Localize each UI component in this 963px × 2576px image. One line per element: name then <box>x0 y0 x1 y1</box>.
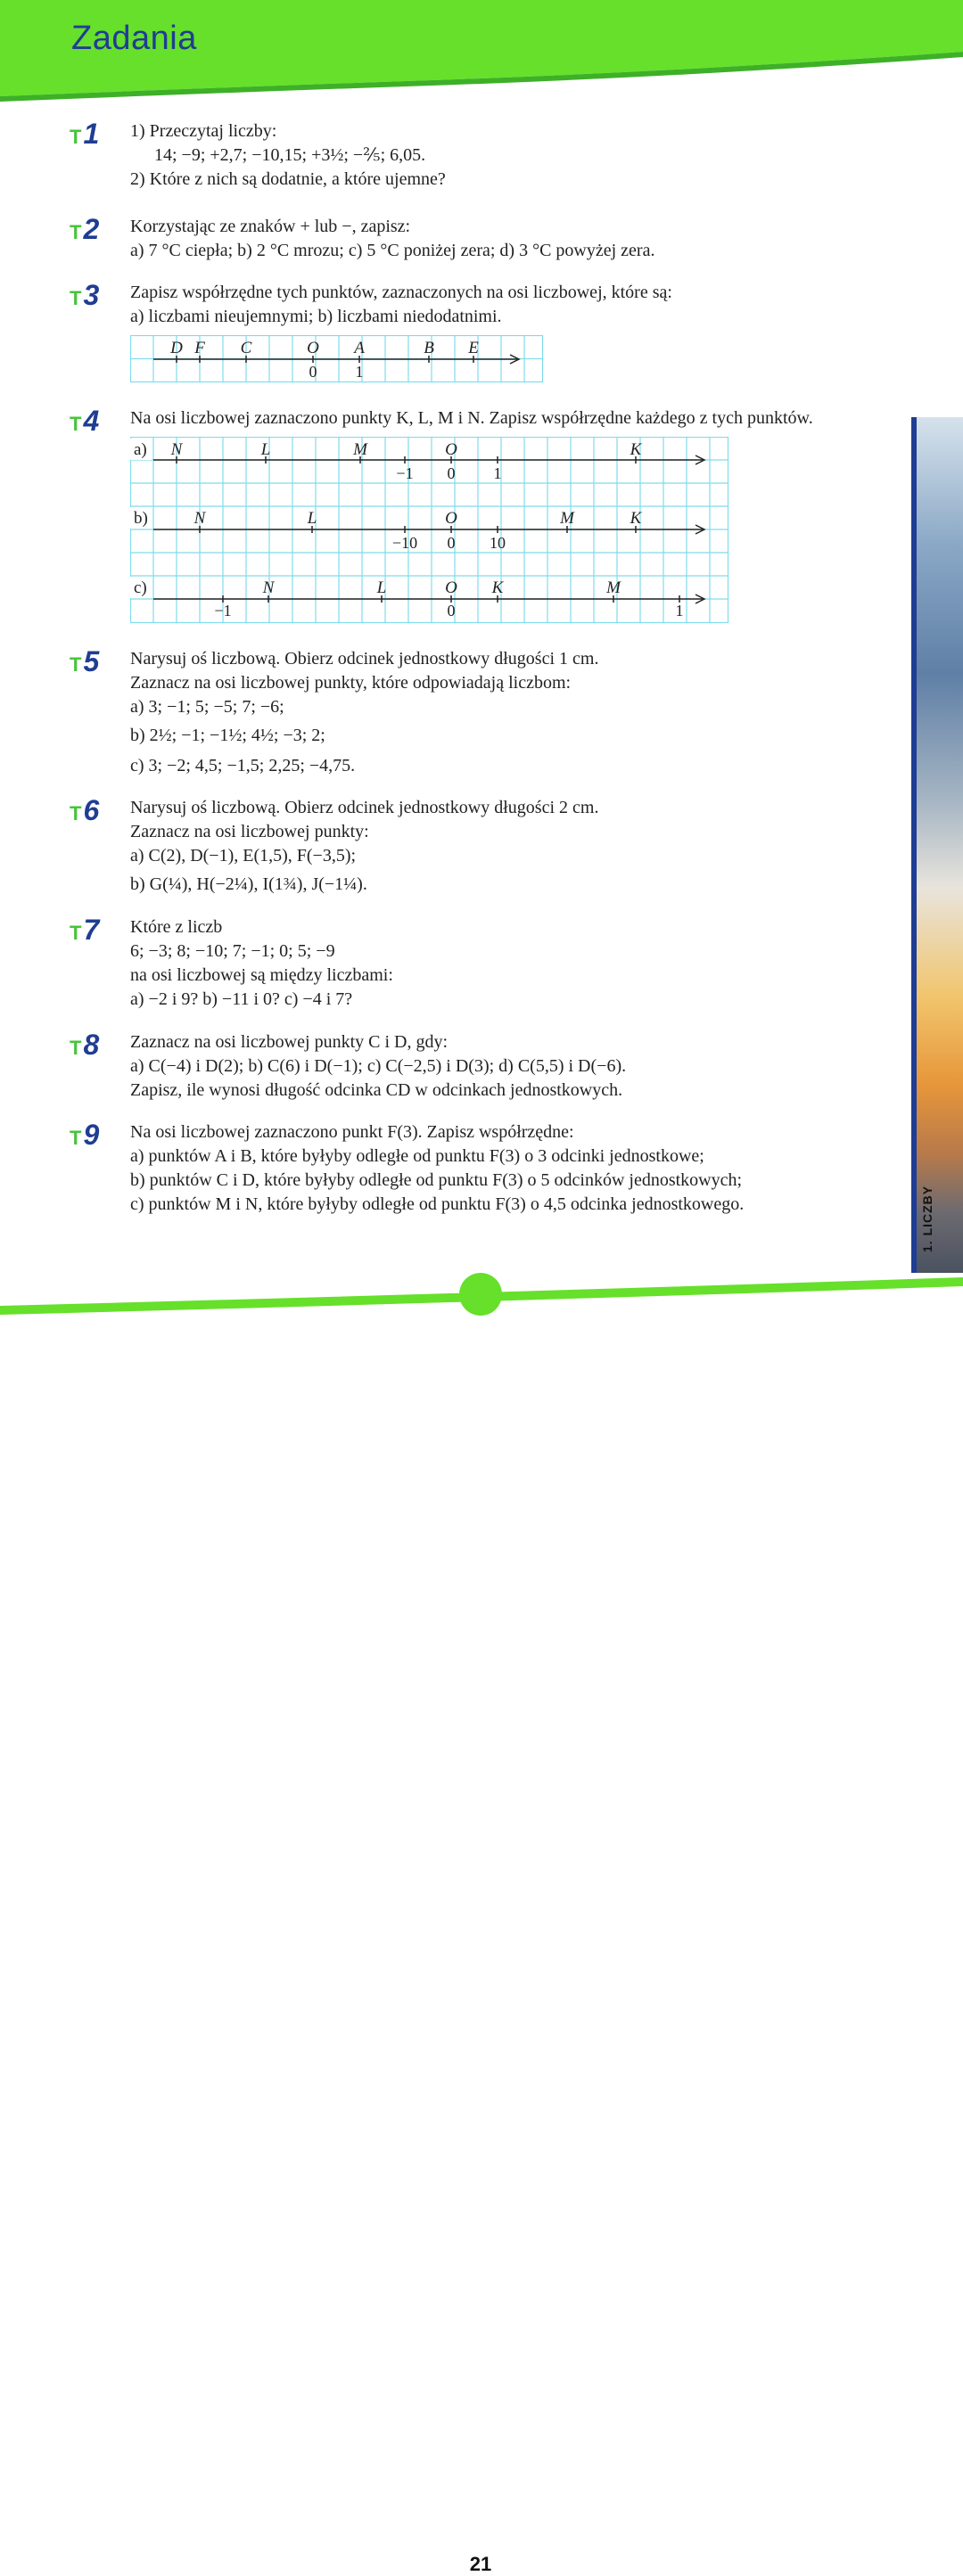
point-label: O <box>445 578 457 597</box>
task-line: b) G(¼), H(−2¼), I(1¾), J(−1¼). <box>130 874 367 894</box>
task-badge: T4 <box>70 405 100 437</box>
task-line: Zapisz, ile wynosi długość odcinka CD w odcinkach jednostkowych. <box>130 1080 623 1100</box>
task-line: a) C(2), D(−1), E(1,5), F(−3,5); <box>130 846 357 866</box>
point-label: A <box>354 339 365 357</box>
point-label: C <box>240 339 252 357</box>
point-label: O <box>445 440 457 459</box>
task-line: Korzystając ze znaków + lub −, zapisz: <box>130 217 411 236</box>
task-line: a) −2 i 9? b) −11 i 0? c) −4 i 7? <box>130 989 353 1009</box>
axis-label: a) <box>134 440 147 459</box>
task-line: a) C(−4) i D(2); b) C(6) i D(−1); c) C(−2,5) i D(3); d) C(5,5) i D(−6). <box>130 1056 627 1076</box>
task-line: a) liczbami nieujemnymi; b) liczbami niedodatnimi. <box>130 307 502 326</box>
task-line: Narysuj oś liczbową. Obierz odcinek jednostkowy długości 2 cm. <box>130 798 599 817</box>
task-line: 6; −3; 8; −10; 7; −1; 0; 5; −9 <box>130 941 335 961</box>
tick-label: 0 <box>309 363 317 381</box>
point-label: K <box>630 440 642 459</box>
number-lines-figure <box>130 437 729 624</box>
axis-label: b) <box>134 509 148 528</box>
task-badge: T3 <box>70 279 100 311</box>
tick-label: −1 <box>214 602 232 619</box>
point-label: B <box>424 339 434 357</box>
point-label: N <box>262 578 275 597</box>
point-label: M <box>353 440 367 459</box>
task-badge: T2 <box>70 213 100 245</box>
point-label: L <box>260 440 271 459</box>
point-label: K <box>491 578 504 597</box>
point-label: E <box>468 339 479 357</box>
point-label: K <box>630 509 642 528</box>
task-line: na osi liczbowej są między liczbami: <box>130 965 393 985</box>
task-line: a) punktów A i B, które byłyby odległe od punktu F(3) o 3 odcinki jednostkowe; <box>130 1146 704 1166</box>
task-line: Na osi liczbowej zaznaczono punkty K, L, M i N. Zapisz współrzędne każdego z tych punktów. <box>130 408 813 428</box>
task-badge: T1 <box>70 118 100 150</box>
side-photo <box>911 417 963 1273</box>
task-line: c) punktów M i N, które byłyby odległe od punktu F(3) o 4,5 odcinka jednostkowego. <box>130 1194 745 1214</box>
point-label: N <box>193 509 206 528</box>
task-badge: T8 <box>70 1029 100 1061</box>
header-banner <box>0 0 963 105</box>
point-label: D <box>170 339 183 357</box>
task-line: c) 3; −2; 4,5; −1,5; 2,25; −4,75. <box>130 756 356 775</box>
task-line: Które z liczb <box>130 917 223 937</box>
task-line: 2) Które z nich są dodatnie, a które ujemne? <box>130 169 446 189</box>
tick-label: 1 <box>493 464 502 482</box>
task-badge: T9 <box>70 1119 100 1151</box>
point-label: L <box>307 509 317 528</box>
task-line: a) 3; −1; 5; −5; 7; −6; <box>130 697 284 717</box>
task-line: Zaznacz na osi liczbowej punkty C i D, gdy: <box>130 1032 449 1052</box>
task-line: a) 7 °C ciepła; b) 2 °C mrozu; c) 5 °C poniżej zera; d) 3 °C powyżej zera. <box>130 241 655 260</box>
axis-label: c) <box>134 578 147 597</box>
tick-label: 1 <box>355 363 364 381</box>
chapter-label: 1. LICZBY <box>920 1185 934 1252</box>
task-line: Na osi liczbowej zaznaczono punkt F(3). Zapisz współrzędne: <box>130 1122 574 1142</box>
point-label: L <box>376 578 387 597</box>
task-line: 14; −9; +2,7; −10,15; +3½; −⅖; 6,05. <box>154 145 426 165</box>
point-label: N <box>170 440 183 459</box>
task-line: Zaznacz na osi liczbowej punkty: <box>130 822 369 841</box>
point-label: O <box>445 509 457 528</box>
footer-stripe <box>0 1270 963 1324</box>
tick-label: −10 <box>391 534 418 552</box>
point-label: O <box>307 339 319 357</box>
task-badge: T5 <box>70 645 100 677</box>
tick-label: −1 <box>396 464 414 482</box>
task-line: Zapisz współrzędne tych punktów, zaznaczonych na osi liczbowej, które są: <box>130 283 672 302</box>
task-line: 1) Przeczytaj liczby: <box>130 121 277 141</box>
tick-label: 10 <box>490 534 506 552</box>
point-label: F <box>194 339 205 357</box>
tick-label: 0 <box>447 534 456 552</box>
tick-label: 0 <box>447 602 456 619</box>
task-line: Zaznacz na osi liczbowej punkty, które odpowiadają liczbom: <box>130 673 572 693</box>
number-line-figure <box>130 335 544 383</box>
task-line: b) punktów C i D, które byłyby odległe od punktu F(3) o 5 odcinków jednostkowych; <box>130 1170 743 1190</box>
tick-label: 0 <box>447 464 456 482</box>
tick-label: 1 <box>675 602 684 619</box>
point-label: M <box>606 578 621 597</box>
task-badge: T6 <box>70 794 100 826</box>
point-label: M <box>560 509 574 528</box>
task-line: b) 2½; −1; −1½; 4½; −3; 2; <box>130 726 325 745</box>
task-badge: T7 <box>70 914 100 946</box>
footer <box>0 1270 963 2575</box>
page-number: 21 <box>469 2553 492 2575</box>
task-line: Narysuj oś liczbową. Obierz odcinek jednostkowy długości 1 cm. <box>130 649 599 669</box>
page-title: Zadania <box>71 20 197 57</box>
